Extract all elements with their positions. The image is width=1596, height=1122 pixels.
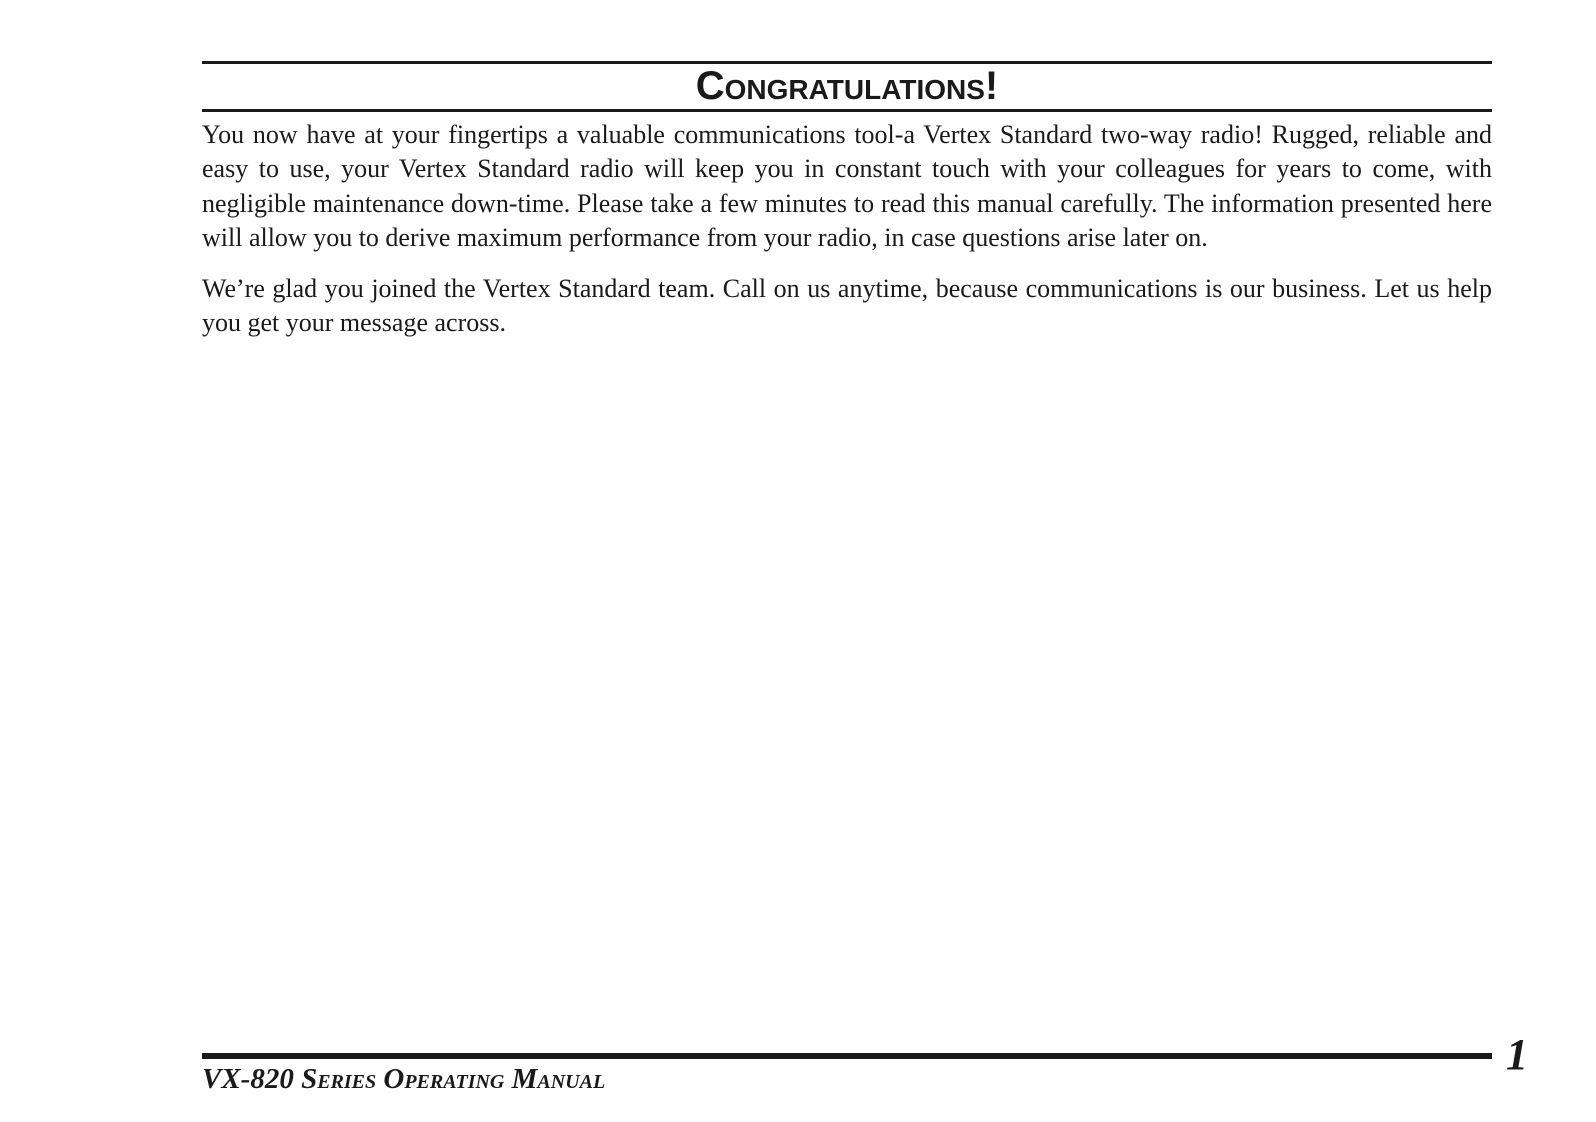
page-number: 1 — [1506, 1030, 1528, 1079]
footer-manual-title: VX-820 Series Operating Manual — [202, 1063, 606, 1095]
welcome-paragraph: We’re glad you joined the Vertex Standard team. Call on us anytime, because communications is our business. Let us help you get your message across. — [202, 274, 1492, 338]
footer-rule — [202, 1053, 1492, 1059]
body-text — [202, 118, 1492, 358]
intro-paragraph: You now have at your fingertips a valuable communications tool-a Vertex Standard two-way radio! Rugged, reliable and easy to use, your Vertex Standard radio will keep you in constant touch with your colleagues for years to come, with negligible maintenance down-time. Please take a few minutes to read this manual carefully. The information presented here will allow you to derive maximum performance from your radio, in case questions arise later on. — [202, 120, 1492, 252]
page-title: Congratulations! — [695, 64, 999, 108]
section-heading-block — [202, 61, 1492, 112]
